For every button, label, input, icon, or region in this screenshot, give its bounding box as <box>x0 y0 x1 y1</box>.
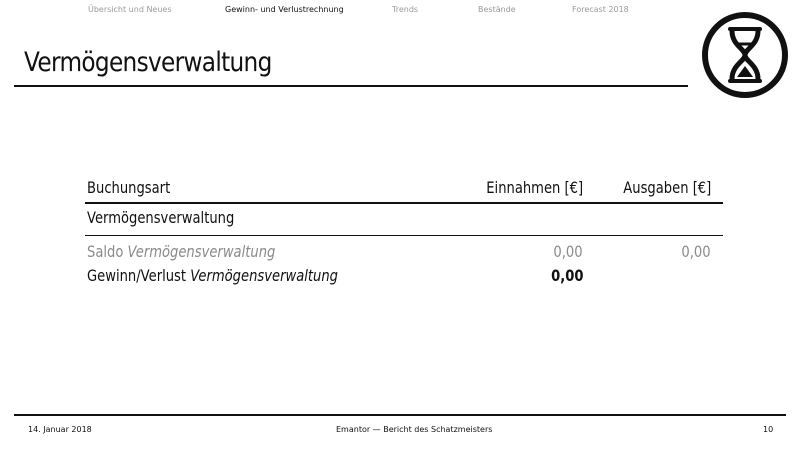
nav-item-trends[interactable]: Trends <box>392 5 419 14</box>
footer-date: 14. Januar 2018 <box>28 425 92 434</box>
header-income: Einnahmen [€] <box>486 178 583 197</box>
footer-rule <box>14 414 786 416</box>
nav-item-profit-loss[interactable]: Gewinn- und Verlustrechnung <box>225 5 344 14</box>
row-prefix: Gewinn/Verlust <box>87 266 187 285</box>
nav-item-inventory[interactable]: Bestände <box>478 5 516 14</box>
section-rule <box>85 235 723 236</box>
row-prefix: Saldo <box>87 242 124 261</box>
header-expense: Ausgaben [€] <box>623 178 711 197</box>
row-expense-value: 0,00 <box>681 242 711 261</box>
row-income-value: 0,00 <box>550 266 583 285</box>
nav-item-forecast[interactable]: Forecast 2018 <box>572 5 629 14</box>
row-name: Vermögensverwaltung <box>127 242 276 261</box>
row-income-value: 0,00 <box>553 242 583 261</box>
hourglass-logo-icon <box>701 11 789 99</box>
table-row-label <box>87 266 338 286</box>
section-label: Vermögensverwaltung <box>87 208 235 227</box>
page-number: 10 <box>763 425 774 434</box>
table-row-label <box>87 242 275 262</box>
nav-item-overview[interactable]: Übersicht und Neues <box>88 5 172 14</box>
section-nav <box>0 5 700 19</box>
header-rule <box>85 202 723 204</box>
footer-report-title: Emantor — Bericht des Schatzmeisters <box>336 425 493 434</box>
header-type: Buchungsart <box>87 178 171 197</box>
page-title: Vermögensverwaltung <box>24 47 272 78</box>
title-underline <box>14 85 688 87</box>
row-name: Vermögensverwaltung <box>190 266 338 285</box>
